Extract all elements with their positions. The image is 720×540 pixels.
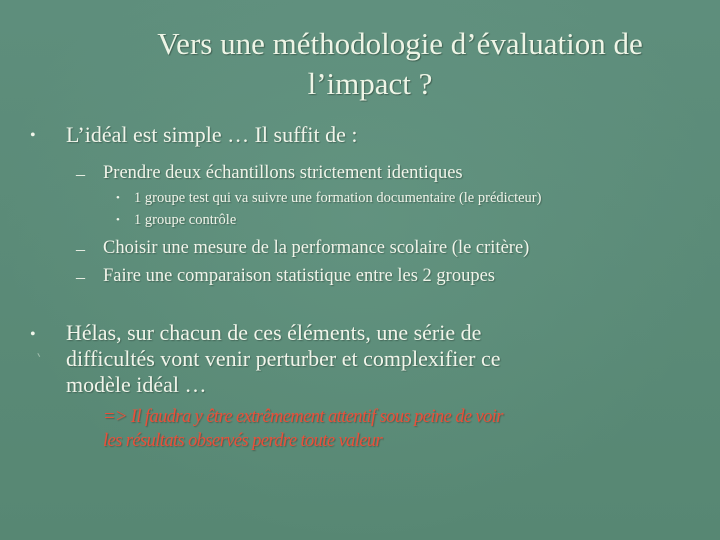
- title-line-1: Vers une méthodologie d’évaluation de: [157, 26, 643, 61]
- sub-item-3-text: Faire une comparaison statistique entre les 2 groupes: [103, 266, 495, 286]
- conclusion-text: [103, 405, 503, 453]
- sub-item-1-text: Prendre deux échantillons strictement identiques: [103, 163, 463, 183]
- conclusion-line-1: => Il faudra y être extrêmement attentif sous peine de voir: [103, 407, 503, 427]
- bullet-2-line-2: difficultés vont venir perturber et complexifier ce: [66, 346, 501, 371]
- bullet-1-text: L’idéal est simple … Il suffit de :: [66, 122, 358, 147]
- bullet-2-line-1: Hélas, sur chacun de ces éléments, une série de: [66, 320, 482, 345]
- dash-marker: –: [76, 164, 85, 184]
- sub-sub-bullet-marker: •: [116, 192, 120, 204]
- sub-sub-item-2-text: 1 groupe contrôle: [134, 212, 237, 228]
- slide-title: [40, 24, 700, 104]
- title-line-2: l’impact ?: [307, 66, 433, 101]
- bullet-marker: •: [30, 326, 36, 343]
- bullet-2-line-3: modèle idéal …: [66, 372, 207, 397]
- sub-sub-bullet-marker: •: [116, 214, 120, 226]
- dash-marker: –: [76, 267, 85, 287]
- conclusion-line-2: les résultats observés perdre toute valeur: [103, 431, 383, 451]
- sub-sub-item-1-text: 1 groupe test qui va suivre une formation documentaire (le prédicteur): [134, 190, 542, 206]
- bullet-marker: •: [30, 127, 36, 144]
- decorative-mark: [37, 351, 43, 357]
- dash-marker: –: [76, 239, 85, 259]
- sub-item-2-text: Choisir une mesure de la performance scolaire (le critère): [103, 238, 530, 258]
